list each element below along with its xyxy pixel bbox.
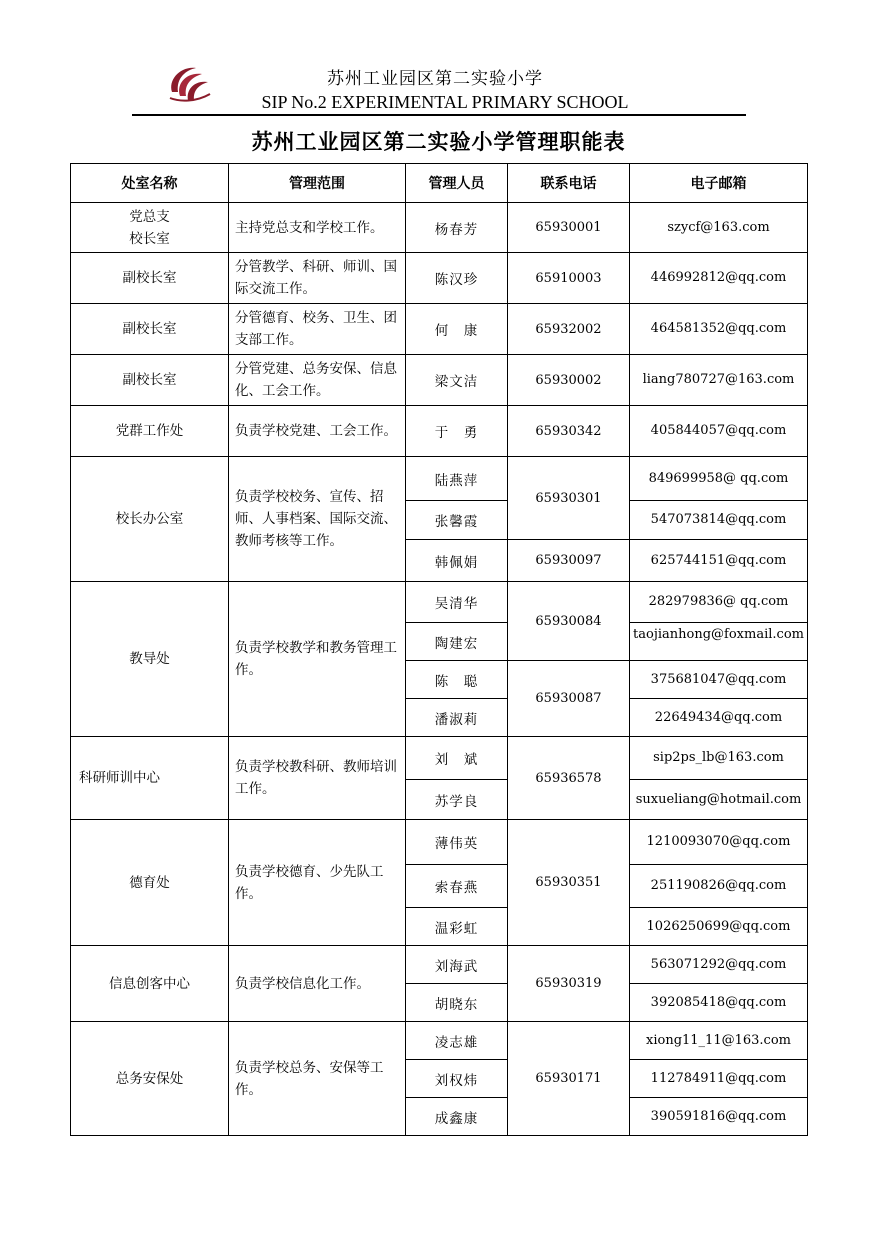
table-row [71, 203, 808, 253]
column-header-scope: 管理范围 [229, 164, 406, 203]
dept-cell [71, 203, 229, 253]
scope-cell: 负责学校信息化工作。 [229, 946, 406, 1022]
dept-cell: 副校长室 [71, 355, 229, 406]
scope-cell: 负责学校党建、工会工作。 [229, 406, 406, 457]
person-cell: 张馨霞 [406, 501, 508, 540]
dept-name: 党总支 [129, 208, 170, 225]
column-header-staff: 管理人员 [406, 164, 508, 203]
table-row [71, 737, 808, 780]
phone-cell: 65930087 [508, 661, 630, 737]
email-cell[interactable]: 251190826@qq.com [630, 865, 808, 908]
dept-cell: 教导处 [71, 582, 229, 737]
email-text: taojianhong@foxmail.com [633, 627, 804, 642]
person-cell: 于 勇 [406, 406, 508, 457]
person-cell: 苏学良 [406, 780, 508, 820]
phone-cell: 65930319 [508, 946, 630, 1022]
dept-cell: 党群工作处 [71, 406, 229, 457]
phone-cell: 65930097 [508, 540, 630, 582]
table-row [71, 820, 808, 865]
dept-cell: 副校长室 [71, 304, 229, 355]
school-name-english: SIP No.2 EXPERIMENTAL PRIMARY SCHOOL [261, 92, 629, 112]
table-header-row [71, 164, 808, 203]
person-cell: 温彩虹 [406, 908, 508, 946]
scope-cell: 主持党总支和学校工作。 [229, 203, 406, 253]
document-title: 苏州工业园区第二实验小学管理职能表 [251, 129, 626, 154]
email-cell[interactable]: liang780727@163.com [630, 355, 808, 406]
phone-cell: 65930301 [508, 457, 630, 540]
person-cell: 陈 聪 [406, 661, 508, 699]
table-row [71, 355, 808, 406]
column-header-dept: 处室名称 [71, 164, 229, 203]
table-row [71, 1022, 808, 1060]
person-cell: 胡晓东 [406, 984, 508, 1022]
email-cell[interactable]: 625744151@qq.com [630, 540, 808, 582]
email-cell[interactable]: 405844057@qq.com [630, 406, 808, 457]
person-cell: 陶建宏 [406, 623, 508, 661]
dept-cell: 总务安保处 [71, 1022, 229, 1136]
email-cell[interactable]: suxueliang@hotmail.com [630, 780, 808, 820]
scope-cell: 负责学校教学和教务管理工作。 [229, 582, 406, 737]
email-cell[interactable]: 1210093070@qq.com [630, 820, 808, 865]
email-cell[interactable]: 849699958@ qq.com [630, 457, 808, 501]
email-cell[interactable]: 282979836@ qq.com [630, 582, 808, 623]
phone-cell: 65930002 [508, 355, 630, 406]
person-cell: 刘权炜 [406, 1060, 508, 1098]
email-cell[interactable]: sip2ps_lb@163.com [630, 737, 808, 780]
email-cell[interactable]: 390591816@qq.com [630, 1098, 808, 1136]
phone-cell: 65910003 [508, 253, 630, 304]
dept-cell: 科研师训中心 [71, 737, 229, 820]
person-cell: 成鑫康 [406, 1098, 508, 1136]
scope-cell: 负责学校总务、安保等工作。 [229, 1022, 406, 1136]
phone-cell: 65930001 [508, 203, 630, 253]
person-cell: 吴清华 [406, 582, 508, 623]
email-cell[interactable]: 22649434@qq.com [630, 699, 808, 737]
table-row [71, 457, 808, 501]
phone-cell: 65932002 [508, 304, 630, 355]
scope-cell: 负责学校教科研、教师培训工作。 [229, 737, 406, 820]
table-row [71, 304, 808, 355]
header-divider [132, 114, 746, 116]
phone-cell: 65930351 [508, 820, 630, 946]
person-cell: 刘海武 [406, 946, 508, 984]
person-cell: 陆燕萍 [406, 457, 508, 501]
dept-cell: 副校长室 [71, 253, 229, 304]
email-cell[interactable]: 446992812@qq.com [630, 253, 808, 304]
phone-cell: 65930342 [508, 406, 630, 457]
school-name-chinese: 苏州工业园区第二实验小学 [327, 69, 543, 89]
phone-cell: 65936578 [508, 737, 630, 820]
person-cell: 梁文洁 [406, 355, 508, 406]
person-cell: 陈汉珍 [406, 253, 508, 304]
email-cell[interactable]: 563071292@qq.com [630, 946, 808, 984]
person-cell: 韩佩娟 [406, 540, 508, 582]
dept-cell: 信息创客中心 [71, 946, 229, 1022]
phone-cell: 65930171 [508, 1022, 630, 1136]
email-cell[interactable]: 375681047@qq.com [630, 661, 808, 699]
email-cell[interactable]: 464581352@qq.com [630, 304, 808, 355]
dept-cell: 校长办公室 [71, 457, 229, 582]
email-cell[interactable] [630, 623, 808, 661]
email-cell[interactable]: szycf@163.com [630, 203, 808, 253]
email-cell[interactable]: 547073814@qq.com [630, 501, 808, 540]
scope-cell: 负责学校德育、少先队工作。 [229, 820, 406, 946]
table-row [71, 582, 808, 623]
column-header-phone: 联系电话 [508, 164, 630, 203]
table-row [71, 946, 808, 984]
scope-cell: 负责学校校务、宣传、招师、人事档案、国际交流、教师考核等工作。 [229, 457, 406, 582]
email-cell[interactable]: 112784911@qq.com [630, 1060, 808, 1098]
column-header-email: 电子邮箱 [630, 164, 808, 203]
email-cell[interactable]: 1026250699@qq.com [630, 908, 808, 946]
person-cell: 索春燕 [406, 865, 508, 908]
person-cell: 刘 斌 [406, 737, 508, 780]
person-cell: 杨春芳 [406, 203, 508, 253]
email-cell[interactable]: 392085418@qq.com [630, 984, 808, 1022]
person-cell: 何 康 [406, 304, 508, 355]
scope-cell: 分管教学、科研、师训、国际交流工作。 [229, 253, 406, 304]
person-cell: 凌志雄 [406, 1022, 508, 1060]
school-logo-icon [166, 62, 212, 104]
dept-name: 校长室 [129, 230, 170, 247]
dept-cell: 德育处 [71, 820, 229, 946]
scope-cell: 分管党建、总务安保、信息化、工会工作。 [229, 355, 406, 406]
table-row [71, 406, 808, 457]
phone-cell: 65930084 [508, 582, 630, 661]
person-cell: 薄伟英 [406, 820, 508, 865]
scope-cell: 分管德育、校务、卫生、团支部工作。 [229, 304, 406, 355]
email-cell[interactable]: xiong11_11@163.com [630, 1022, 808, 1060]
person-cell: 潘淑莉 [406, 699, 508, 737]
table-row [71, 253, 808, 304]
management-table [70, 163, 808, 1136]
